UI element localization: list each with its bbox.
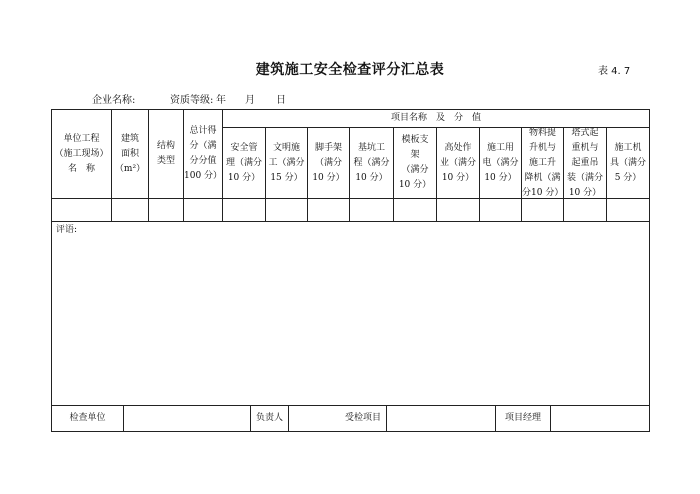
row-structure-type-cell[interactable]	[149, 199, 183, 221]
header-item-scaffolding: 脚手架 （满分 10 分）	[312, 142, 345, 183]
row-total-score-cell[interactable]	[184, 199, 222, 221]
footer-project-manager-value[interactable]	[551, 406, 649, 431]
header-item-safety-management: 安全管 理（满分 10 分）	[225, 142, 262, 183]
company-name-label: 企业名称:	[92, 95, 136, 106]
header-items-group: 项目名称 及 分 值	[390, 113, 481, 123]
comments-area[interactable]	[52, 240, 649, 404]
header-item-civilized-construction: 文明施 工（满分 15 分）	[268, 142, 305, 183]
comments-label: 评语:	[56, 225, 78, 235]
header-item-work-at-height: 高处作 业（满分 10 分）	[439, 142, 476, 183]
header-unit-project: 单位工程 （施工现场） 名 称	[54, 133, 109, 174]
header-total-score: 总计得 分（满 分分值 100 分）	[184, 126, 222, 181]
header-item-material-hoist: 物料提 升机与 施工升 降机（满分10 分）	[522, 128, 563, 198]
header-building-area: 建筑 面积 （m²）	[114, 133, 146, 174]
header-item-formwork-support: 模板支 架 （满分 10 分）	[398, 135, 432, 190]
day-label: 日	[276, 95, 286, 106]
row-building-area-cell[interactable]	[112, 199, 148, 221]
footer-inspection-unit-value[interactable]	[124, 406, 250, 431]
header-item-tower-crane: 塔式起 重机与 起重吊 装（满分 10 分）	[566, 128, 603, 198]
footer-project-manager-label: 项目经理	[504, 413, 541, 423]
qualification-label: 资质等级:	[170, 95, 214, 106]
row-unit-project-cell[interactable]	[52, 199, 111, 221]
footer-inspection-unit-label: 检查单位	[69, 413, 106, 423]
table-number: 表 4. 7	[598, 66, 631, 77]
footer-inspected-project-label: 受检项目	[344, 413, 381, 423]
page-title: 建筑施工安全检查评分汇总表	[255, 62, 445, 78]
footer-inspected-project-value[interactable]	[387, 406, 495, 431]
year-label: 年	[216, 95, 226, 106]
footer-person-in-charge-label: 负责人	[255, 413, 283, 423]
header-structure-type: 结构 类型	[156, 141, 175, 166]
month-label: 月	[245, 95, 255, 106]
header-item-construction-machinery: 施工机 具（满分 5 分）	[609, 142, 646, 183]
header-item-foundation-pit: 基坑工 程（满分 10 分）	[353, 142, 390, 183]
header-item-temporary-electricity: 施工用 电（满分 10 分）	[482, 142, 519, 183]
